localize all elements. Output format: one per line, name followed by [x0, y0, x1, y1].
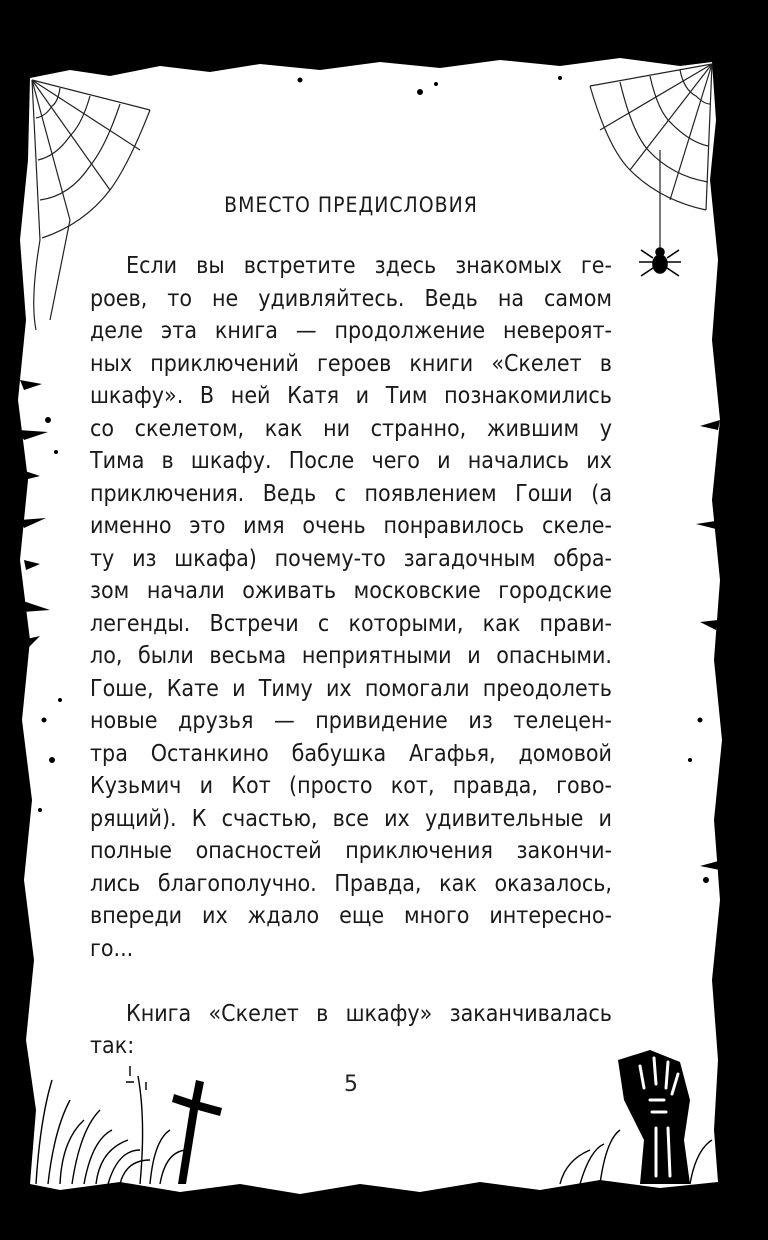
text-line: новые друзья — привидение из телецен-	[90, 708, 612, 734]
text-line: ту из шкафа) почему-то загадочным обра-	[90, 545, 612, 572]
text-line: го...	[90, 935, 134, 962]
text-line: ных приключений героев книги «Скелет в	[90, 350, 612, 377]
text-line: рящий). К счастью, все их удивительные и	[90, 805, 612, 832]
text-line: зом начали оживать московские городские	[90, 578, 612, 604]
text-line: роев, то не удивляйтесь. Ведь на самом	[90, 285, 612, 312]
text-line: именно это имя очень понравилось скеле-	[90, 513, 612, 539]
text-line: Тима в шкафу. После чего и начались их	[90, 448, 612, 474]
text-line: Гоше, Кате и Тиму их помогали преодолеть	[90, 675, 612, 702]
text-line: деле эта книга — продолжение невероят-	[90, 318, 612, 344]
text-line: шкафу». В ней Катя и Тим познакомились	[90, 383, 612, 409]
text-line: Если вы встретите здесь знакомых ге-	[126, 253, 612, 279]
text-line: приключения. Ведь с появлением Гоши (а	[90, 480, 612, 507]
page-number: 5	[344, 1072, 358, 1097]
text-line: так:	[90, 1033, 135, 1059]
text-line: со скелетом, как ни странно, жившим у	[90, 415, 612, 442]
chapter-title: ВМЕСТО ПРЕДИСЛОВИЯ	[224, 193, 478, 217]
text-line: тра Останкино бабушка Агафья, домовой	[90, 740, 612, 767]
paragraph-gap	[90, 965, 612, 998]
text-line: ло, были весьма неприятными и опасными.	[90, 643, 612, 669]
text-line: впереди их ждало еще много интересно-	[90, 903, 612, 929]
body-text	[90, 250, 612, 1063]
text-line: легенды. Встречи с которыми, как прави-	[90, 610, 612, 637]
text-line: Книга «Скелет в шкафу» заканчивалась	[126, 1000, 612, 1027]
text-line: лись благополучно. Правда, как оказалось,	[90, 870, 612, 897]
text-line: Кузьмич и Кот (просто кот, правда, гово-	[90, 773, 612, 799]
text-line: полные опасностей приключения закончи-	[90, 838, 612, 864]
